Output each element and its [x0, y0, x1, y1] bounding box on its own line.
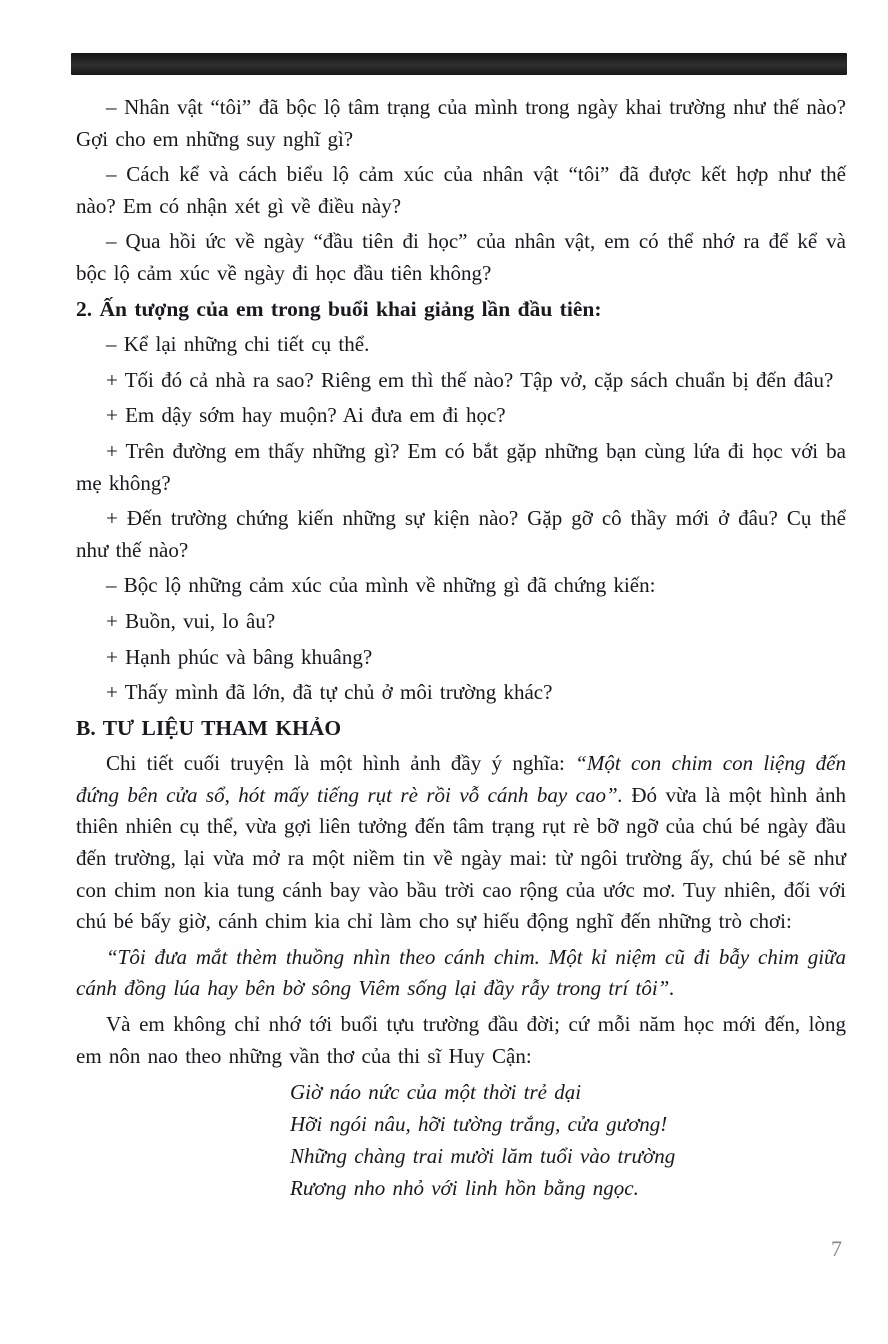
poem-line: Rương nho nhỏ với linh hồn bằng ngọc. — [290, 1175, 639, 1200]
page-content — [76, 92, 846, 1204]
reference-text-rest: Đó vừa là một hình ảnh thiên nhiên cụ thể, vừa gợi liên tưởng đến tâm trạng rụt rè bỡ ngỡ của chú bé ngày đầu đến trường, lại vừa mở ra một niềm tin về ngày mai: từ ngôi trường ấy, chú bé sẽ như con chim non kia tung cánh bay vào bầu trời cao rộng của ước mơ. Tuy nhiên, đối với chú bé bấy giờ, cánh chim kia chỉ làm cho sự hiếu động nghĩ đến những trò chơi: — [76, 782, 846, 934]
prompt-item: + Tối đó cả nhà ra sao? Riêng em thì thế nào? Tập vở, cặp sách chuẩn bị đến đâu? — [106, 367, 834, 392]
page-number: 7 — [831, 1236, 842, 1261]
reference-text-lead: Chi tiết cuối truyện là một hình ảnh đầy ý nghĩa: — [106, 751, 576, 776]
poem-line: Giờ náo nức của một thời trẻ dại — [290, 1080, 582, 1105]
poem-line: Những chàng trai mười lăm tuổi vào trường — [290, 1143, 676, 1168]
prompt-item: + Buồn, vui, lo âu? — [106, 608, 276, 633]
discussion-question: – Qua hồi ức về ngày “đầu tiên đi học” của nhân vật, em có thể nhớ ra để kể và bộc lộ cảm xúc về ngày đi học đầu tiên không? — [76, 229, 846, 285]
reference-paragraph: Và em không chỉ nhớ tới buổi tựu trường đầu đời; cứ mỗi năm học mới đến, lòng em nôn nao theo những vần thơ của thi sĩ Huy Cận: — [76, 1012, 846, 1068]
discussion-question: – Cách kể và cách biểu lộ cảm xúc của nhân vật “tôi” đã được kết hợp như thế nào? Em có nhận xét gì về điều này? — [76, 162, 846, 218]
discussion-question: – Nhân vật “tôi” đã bộc lộ tâm trạng của mình trong ngày khai trường như thế nào? Gợi cho em những suy nghĩ gì? — [76, 95, 846, 151]
running-header-bar — [71, 53, 847, 75]
prompt-item: – Kể lại những chi tiết cụ thể. — [106, 332, 370, 357]
section-heading-impression: 2. Ấn tượng của em trong buổi khai giảng lần đầu tiên: — [76, 296, 602, 321]
section-heading-reference: B. TƯ LIỆU THAM KHẢO — [76, 715, 342, 740]
prompt-item: + Đến trường chứng kiến những sự kiện nào? Gặp gỡ cô thầy mới ở đâu? Cụ thể như thế nào? — [76, 506, 846, 562]
prompt-item: – Bộc lộ những cảm xúc của mình về những gì đã chứng kiến: — [106, 573, 656, 598]
prompt-item: + Hạnh phúc và bâng khuâng? — [106, 644, 373, 669]
reference-paragraph — [76, 748, 846, 938]
prompt-item: + Em dậy sớm hay muộn? Ai đưa em đi học? — [106, 403, 506, 428]
block-quote: “Tôi đưa mắt thèm thuồng nhìn theo cánh chim. Một kỉ niệm cũ đi bẫy chim giữa cánh đồng lúa hay bên bờ sông Viêm sống lại đầy rẫy trong trí tôi”. — [76, 944, 846, 1001]
poem — [76, 1077, 846, 1204]
inline-quoted-sentence: “Một con chim con liệng đến đứng bên cửa sổ, hót mấy tiếng rụt rè rồi vỗ cánh bay cao”. — [76, 751, 846, 807]
prompt-item: + Thấy mình đã lớn, đã tự chủ ở môi trường khác? — [106, 680, 553, 705]
poem-line: Hỡi ngói nâu, hỡi tường trắng, cửa gương! — [290, 1112, 668, 1137]
prompt-item: + Trên đường em thấy những gì? Em có bắt gặp những bạn cùng lứa đi học với ba mẹ không? — [76, 438, 846, 495]
